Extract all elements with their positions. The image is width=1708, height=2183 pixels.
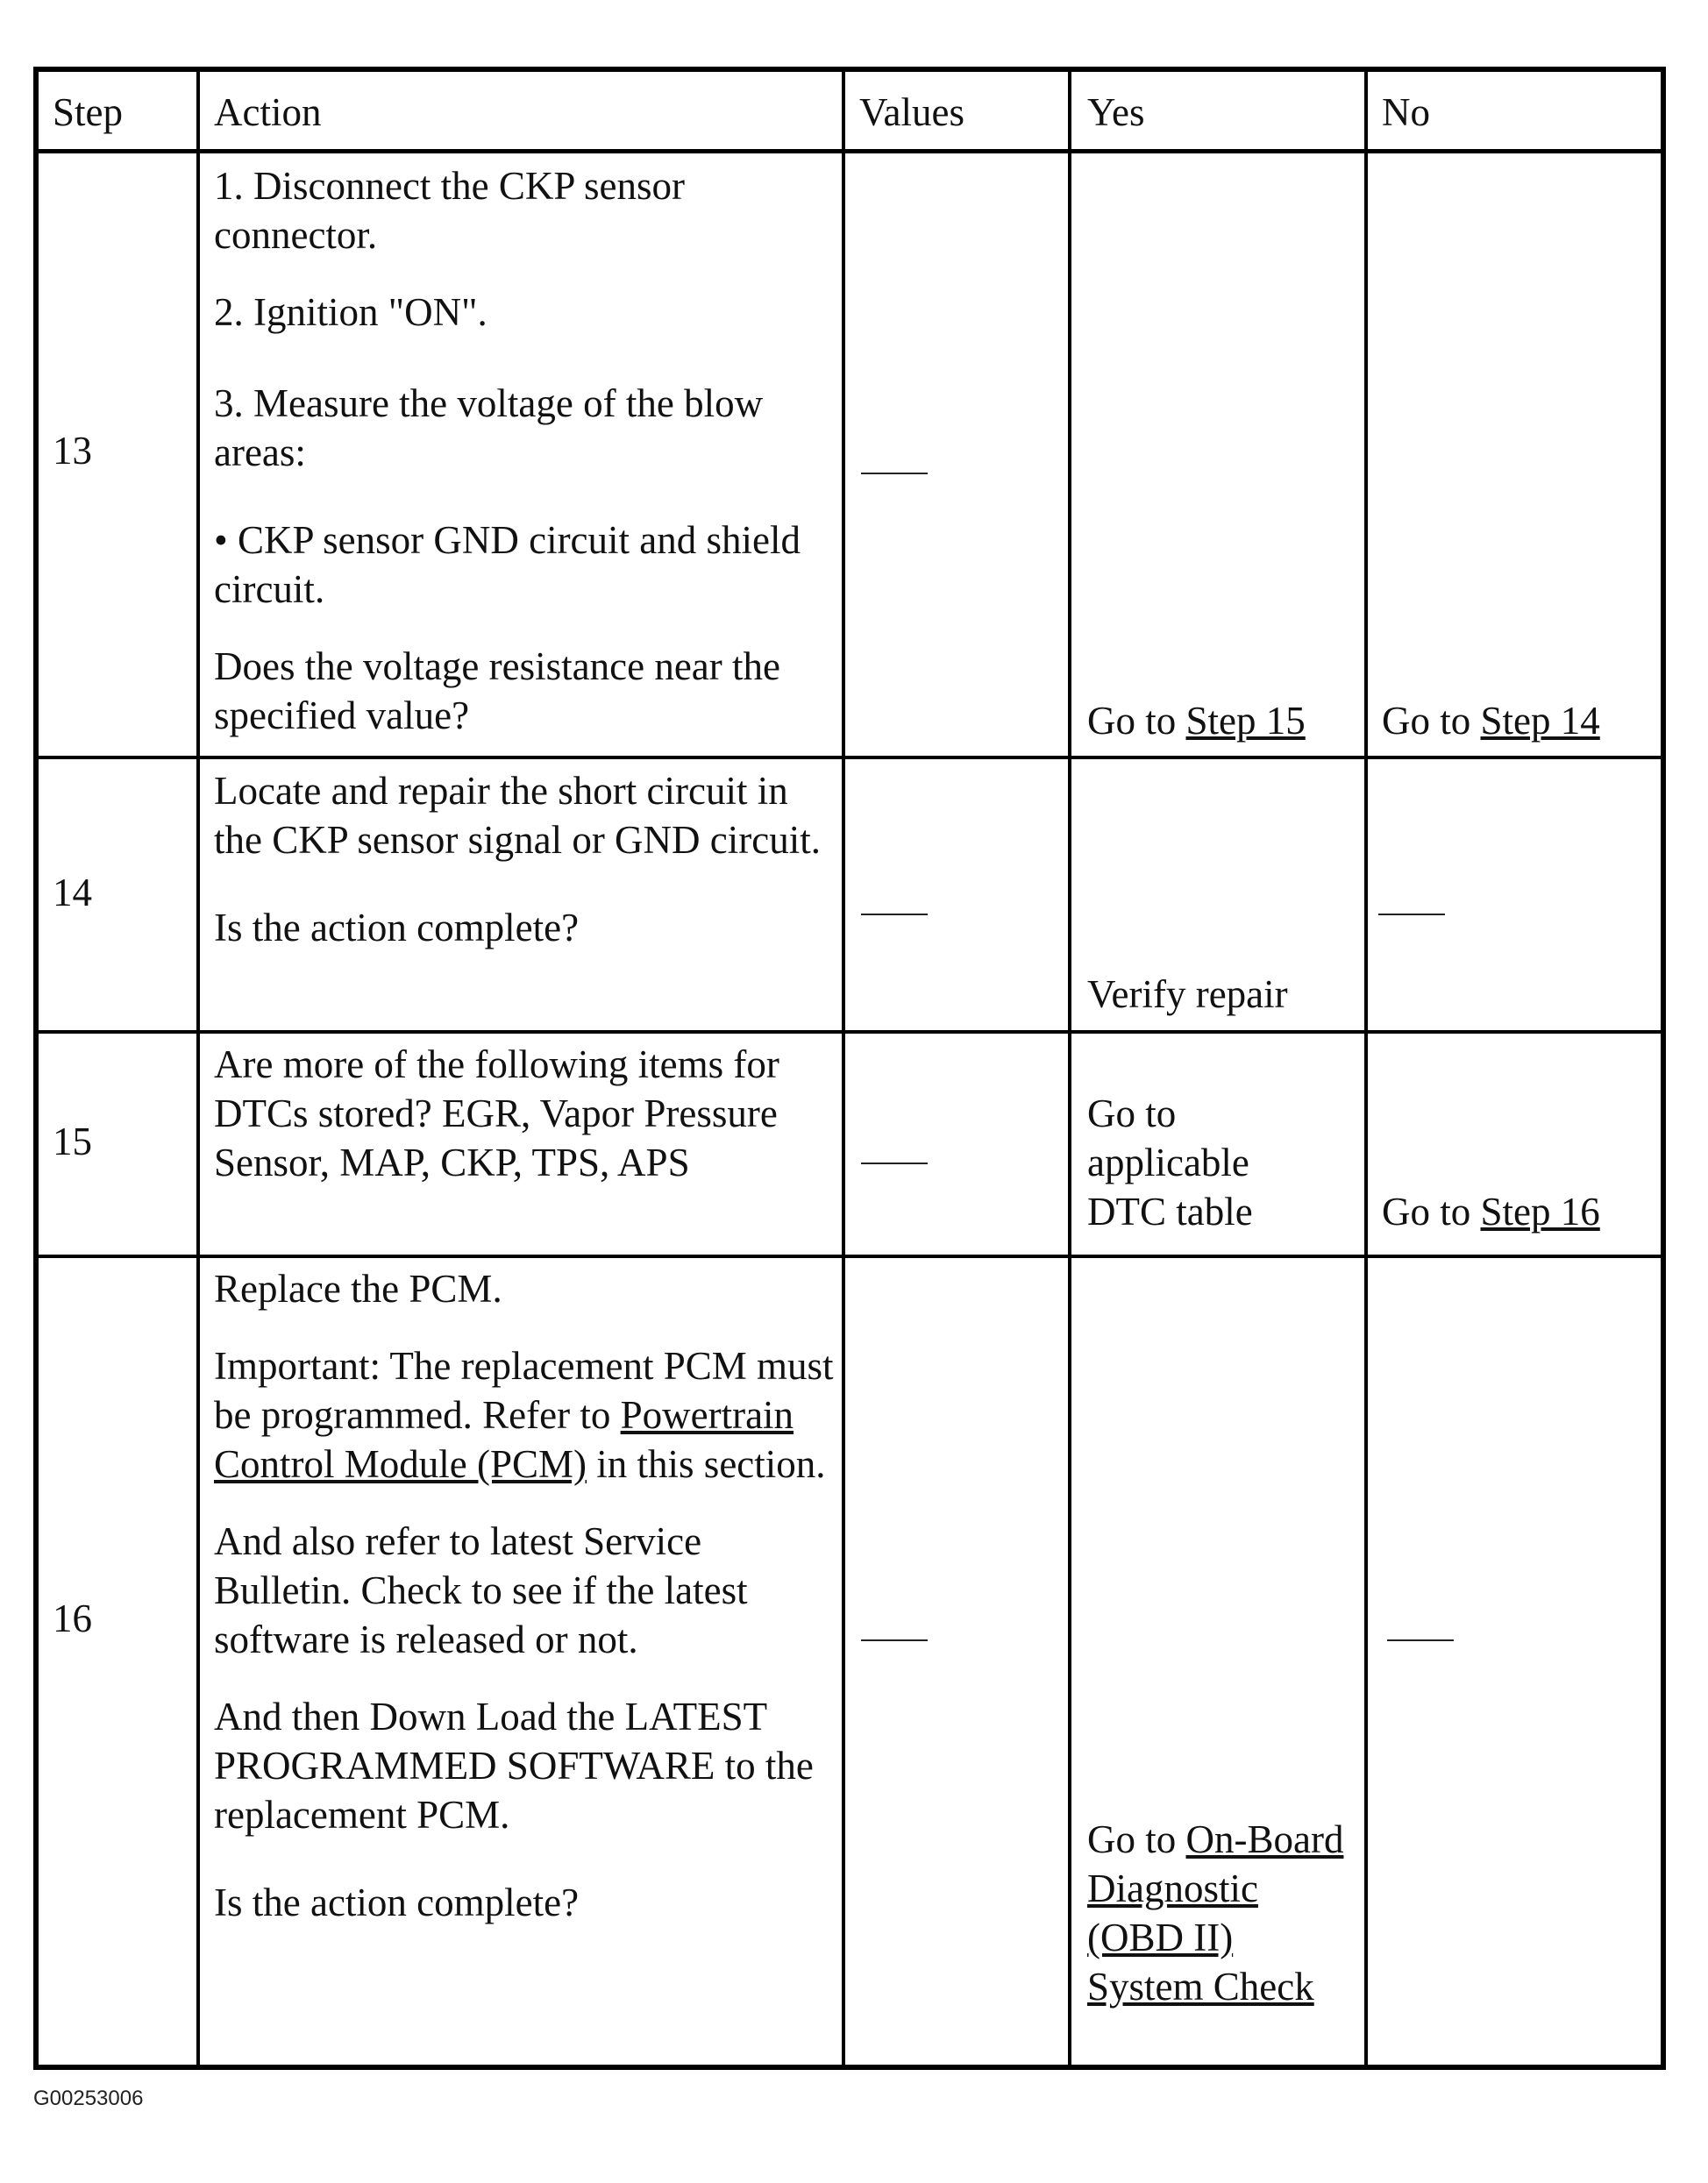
link-step-16[interactable]: Step 16 [1480,1190,1600,1234]
row-divider [39,756,1661,759]
column-divider [1364,72,1368,2065]
header-no: No [1382,90,1430,134]
link-step-14[interactable]: Step 14 [1480,699,1600,743]
header-action: Action [214,90,322,134]
action-paragraph: 2. Ignition "ON". [214,290,487,334]
link-step-15[interactable]: Step 15 [1185,699,1306,743]
step-number: 13 [53,429,92,473]
header-divider [39,149,1661,153]
row-divider [39,1255,1661,1258]
value-dash [861,914,928,915]
action-paragraph: 3. Measure the voltage of the blow areas: [214,381,764,474]
value-dash [861,1639,928,1641]
yes-cell [1087,1815,1350,2011]
value-dash [861,473,928,474]
figure-id: G00253006 [33,2087,144,2110]
step-number: 16 [53,1596,92,1640]
action-text [214,1264,835,1927]
column-divider [1068,72,1071,2065]
action-text [214,161,835,740]
action-paragraph-group [214,1341,835,1489]
link-obd-system-check[interactable]: On-Board Diagnostic (OBD II) System Check [1087,1817,1344,2009]
link-powertrain-control-module[interactable]: Powertrain Control Module (PCM) [214,1393,794,1486]
action-question: Is the action complete? [214,1881,580,1924]
no-prefix: Go to [1382,1190,1481,1234]
no-cell [1382,696,1600,745]
header-step: Step [53,90,124,134]
action-question: Is the action complete? [214,906,580,949]
action-paragraph: 1. Disconnect the CKP sensor connector. [214,164,686,257]
action-paragraph: Important: The replacement PCM must be programmed. Refer to [214,1344,834,1437]
yes-cell: Verify repair [1087,972,1288,1016]
header-values: Values [859,90,964,134]
value-dash [1387,1639,1454,1641]
action-paragraph: Locate and repair the short circuit in the CKP sensor signal or GND circuit. [214,769,821,862]
no-cell [1382,1187,1600,1236]
header-yes: Yes [1087,90,1145,134]
diagnostic-table [33,67,1666,2070]
action-question: Does the voltage resistance near the specified value? [214,644,780,737]
yes-cell: Go to applicable DTC table [1087,1092,1253,1234]
yes-cell [1087,696,1306,745]
action-text [214,766,835,952]
action-paragraph: in this section. [596,1442,826,1486]
row-divider [39,1030,1661,1034]
column-divider [842,72,845,2065]
action-paragraph: Replace the PCM. [214,1267,502,1311]
no-prefix: Go to [1382,699,1481,743]
step-number: 14 [53,871,92,914]
action-paragraph: And also refer to latest Service Bulletin. Check to see if the latest software is released or not. [214,1519,748,1661]
action-bullet: • CKP sensor GND circuit and shield circuit. [214,518,801,611]
value-dash [861,1163,928,1164]
yes-prefix: Go to [1087,1817,1186,1861]
action-text: Are more of the following items for DTCs stored? EGR, Vapor Pressure Sensor, MAP, CKP, TPS, APS [214,1042,779,1184]
yes-prefix: Go to [1087,699,1186,743]
action-paragraph: And then Down Load the LATEST PROGRAMMED SOFTWARE to the replacement PCM. [214,1695,814,1837]
value-dash [1378,914,1445,915]
column-divider [196,72,200,2065]
step-number: 15 [53,1120,92,1163]
